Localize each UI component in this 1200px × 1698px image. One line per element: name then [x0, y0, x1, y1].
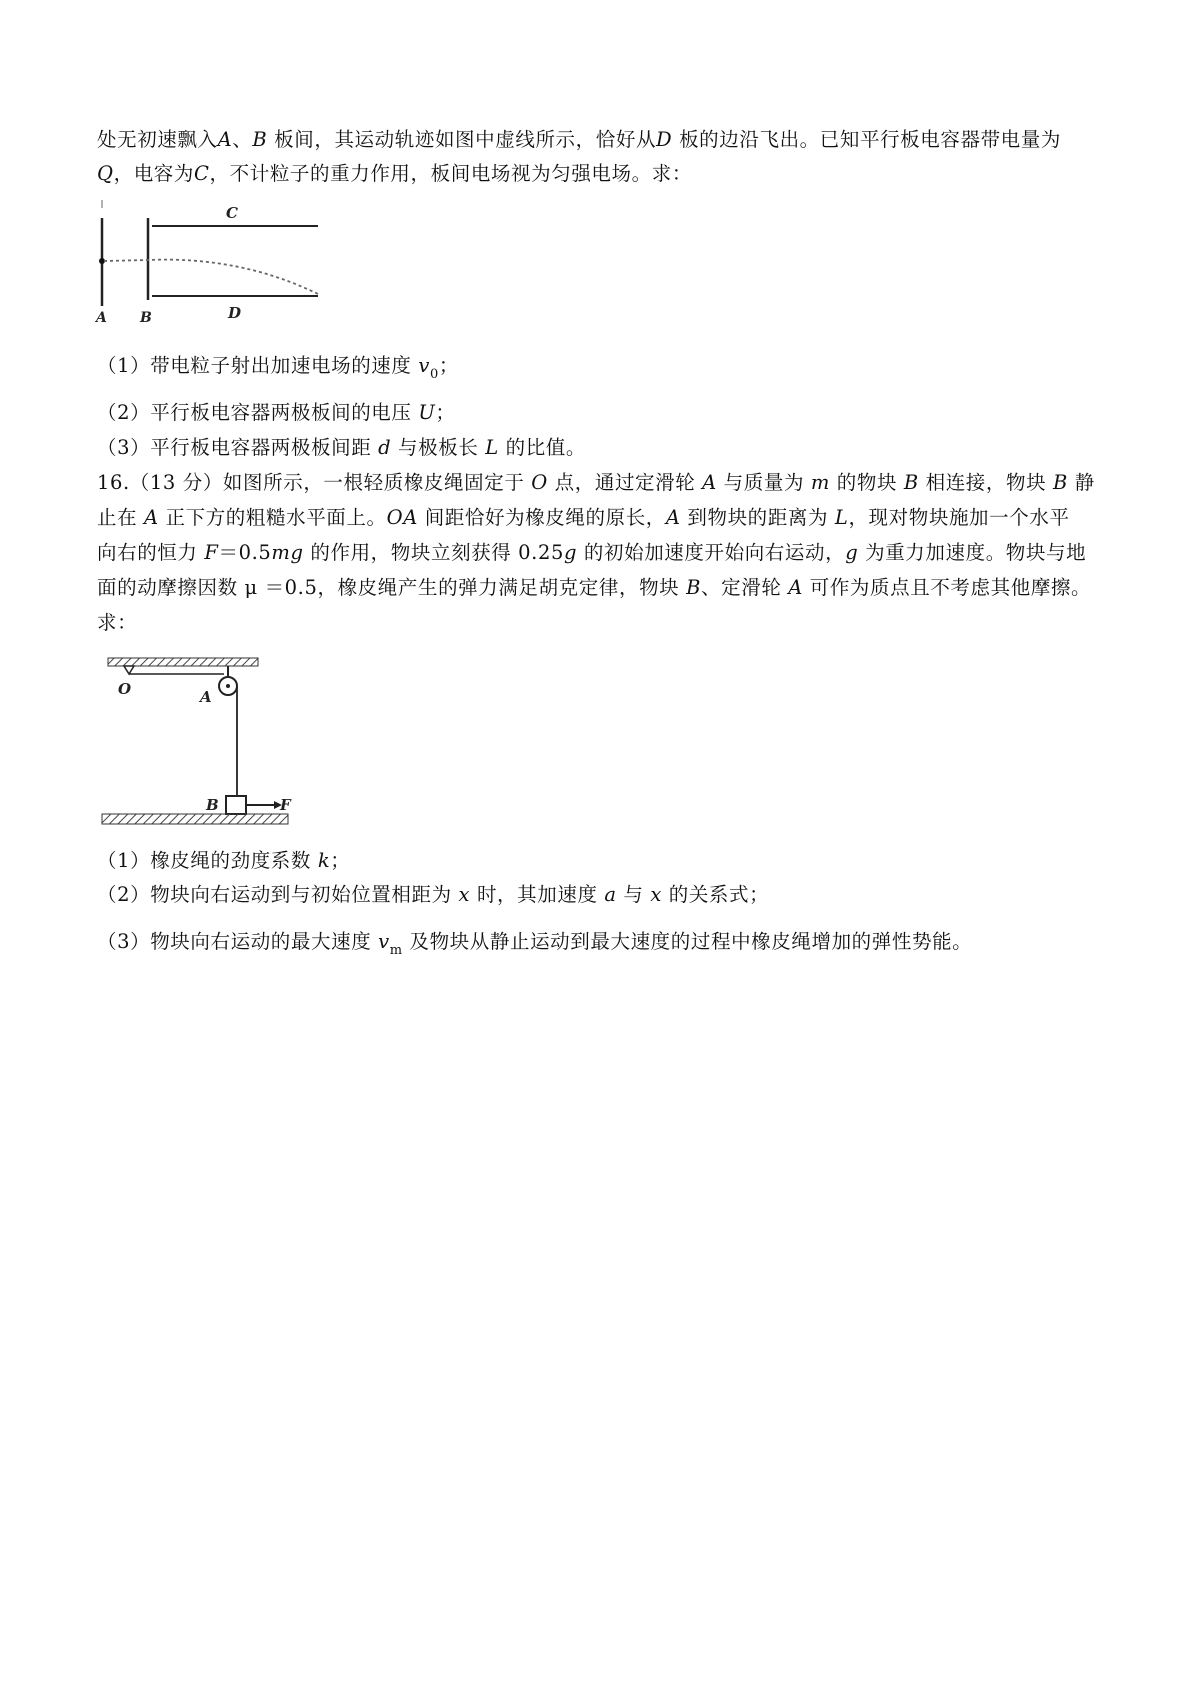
text: 板的边沿飞出。已知平行板电容器带电量为 — [672, 128, 1061, 151]
text: 的比值。 — [498, 436, 586, 459]
text: 时，其加速度 — [470, 883, 598, 906]
trajectory-path — [104, 260, 318, 294]
q16-line-2 — [97, 504, 1127, 532]
var: D — [656, 128, 673, 151]
q15-part-3 — [97, 434, 586, 462]
intro-line-1 — [97, 126, 1127, 154]
text: ，现对物块施加一个水平 — [848, 506, 1070, 529]
var: k — [317, 849, 331, 872]
var: g — [564, 541, 578, 564]
text: 静 — [1067, 471, 1095, 494]
text: ，不计粒子的重力作用，板间电场视为匀强电场。求： — [209, 162, 692, 185]
text: 止在 — [97, 506, 138, 529]
var: x — [650, 883, 662, 906]
label-b: B — [140, 310, 152, 326]
ceiling — [108, 658, 258, 666]
q16-line-5 — [97, 609, 1127, 637]
text: 的作用，物块立刻获得 0.25 — [303, 541, 564, 564]
var: Q — [97, 162, 114, 185]
label-d: D — [228, 304, 242, 322]
text: 正下方的粗糙水平面上。 — [158, 506, 387, 529]
var: v — [378, 930, 390, 953]
var: C — [194, 162, 210, 185]
var: A — [217, 128, 233, 151]
text: 与质量为 — [716, 471, 805, 494]
text: 到物块的距离为 — [680, 506, 829, 529]
text: ＝0.5 — [218, 541, 272, 564]
text: 与 — [616, 883, 644, 906]
pulley-diagram — [96, 650, 296, 834]
text: 求： — [97, 611, 138, 634]
text: ； — [435, 401, 456, 424]
text: （2）平行板电容器两极板间的电压 — [97, 401, 412, 424]
var: A — [665, 506, 681, 529]
text: ； — [438, 354, 459, 377]
text: （1）带电粒子射出加速电场的速度 — [97, 354, 412, 377]
var: O — [531, 471, 548, 494]
var: B — [903, 471, 919, 494]
text: ； — [330, 849, 351, 872]
text: （3）物块向右运动的最大速度 — [97, 930, 372, 953]
q16-line-3 — [97, 539, 1127, 567]
var: F — [204, 541, 219, 564]
q16-part-3 — [97, 928, 972, 965]
text: 的关系式； — [661, 883, 770, 906]
var: mg — [271, 541, 304, 564]
text: 的物块 — [829, 471, 898, 494]
label-f: F — [280, 796, 291, 814]
var: L — [834, 506, 849, 529]
var: v — [418, 354, 430, 377]
subscript: 0 — [429, 367, 439, 382]
var: m — [810, 471, 830, 494]
text: 处无初速飘入 — [97, 128, 218, 151]
q15-part-1 — [97, 352, 459, 389]
text: （3）平行板电容器两极板间距 — [97, 436, 372, 459]
label-c: C — [226, 204, 238, 222]
text: 与极板长 — [391, 436, 479, 459]
text: ，电容为 — [113, 162, 194, 185]
q16-line-1 — [97, 469, 1127, 497]
q16-part-2 — [97, 881, 769, 909]
capacitor-diagram — [90, 196, 340, 328]
anchor-o — [124, 666, 134, 674]
text: 向右的恒力 — [97, 541, 198, 564]
text: 、 — [232, 128, 253, 151]
var: x — [458, 883, 471, 906]
text: （1）橡皮绳的劲度系数 — [97, 849, 312, 872]
text: 为重力加速度。物块与地 — [858, 541, 1087, 564]
q16-line-4 — [97, 574, 1127, 602]
intro-line-2 — [97, 160, 1127, 188]
subscript: m — [389, 943, 403, 958]
text: 的初始加速度开始向右运动， — [577, 541, 846, 564]
text: 间距恰好为橡皮绳的原长， — [417, 506, 666, 529]
text: 及物块从静止运动到最大速度的过程中橡皮绳增加的弹性势能。 — [402, 930, 973, 953]
label-a: A — [200, 688, 212, 706]
var: d — [378, 436, 392, 459]
var: g — [845, 541, 859, 564]
var: A — [702, 471, 717, 494]
q15-part-2 — [97, 399, 455, 427]
var: B — [252, 128, 268, 151]
label-b: B — [206, 796, 219, 814]
text: 面的动摩擦因数 μ ＝0.5，橡皮绳产生的弹力满足胡克定律，物块 — [97, 576, 687, 599]
text: 板间，其运动轨迹如图中虚线所示，恰好从 — [267, 128, 657, 151]
text: 点，通过定滑轮 — [547, 471, 696, 494]
var: B — [1053, 471, 1068, 494]
label-o: O — [118, 680, 132, 698]
var: U — [418, 401, 436, 424]
var: a — [604, 883, 617, 906]
text: 、定滑轮 — [701, 576, 782, 599]
var: A — [144, 506, 159, 529]
var: B — [686, 576, 702, 599]
text: 16.（13 分）如图所示，一根轻质橡皮绳固定于 — [97, 471, 525, 494]
ground — [102, 814, 288, 824]
text: 相连接，物块 — [918, 471, 1047, 494]
label-a: A — [96, 310, 107, 326]
q16-part-1 — [97, 847, 350, 875]
block-b — [226, 796, 246, 814]
text: （2）物块向右运动到与初始位置相距为 — [97, 883, 452, 906]
var: L — [485, 436, 499, 459]
var: A — [788, 576, 803, 599]
text: 可作为质点且不考虑其他摩擦。 — [802, 576, 1092, 599]
var: OA — [386, 506, 418, 529]
